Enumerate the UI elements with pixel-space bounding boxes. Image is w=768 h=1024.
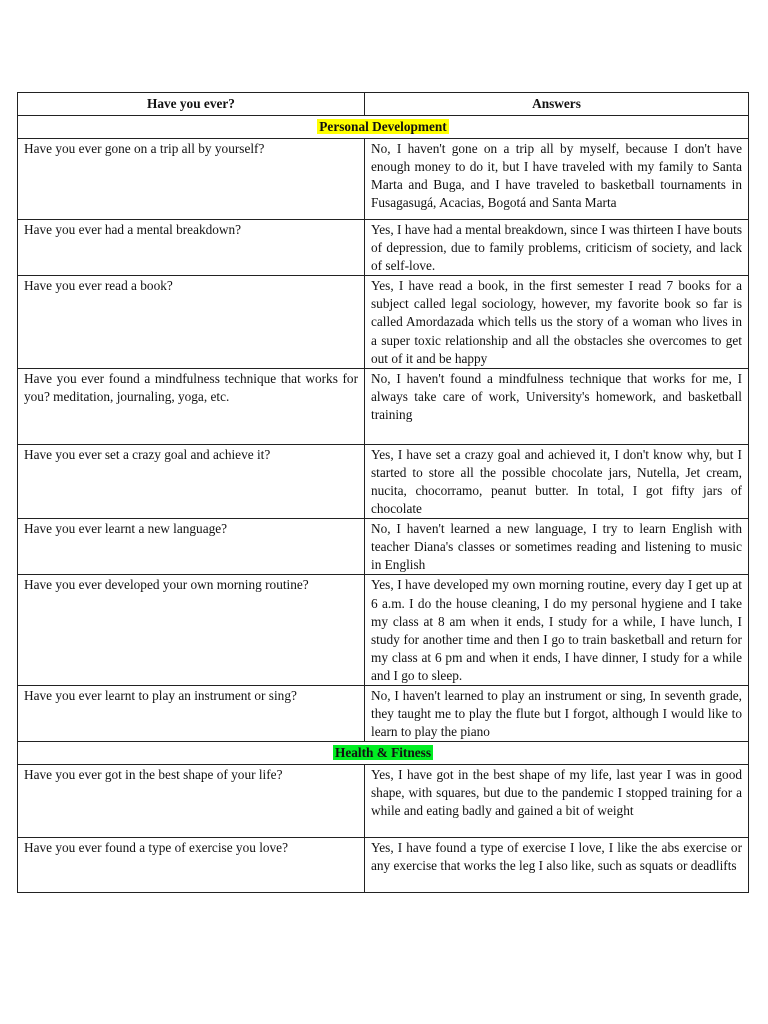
section-cell-health bbox=[18, 742, 749, 765]
table-header-row bbox=[18, 93, 749, 116]
section-title-personal: Personal Development bbox=[319, 118, 447, 134]
answer-cell: No, I haven't gone on a trip all by myself, because I don't have enough money to do it, but I have traveled with my family to Santa Marta and Buga, and I have traveled to basketball tournaments in Fusagasugá, Acacias, Bogotá and Santa Marta bbox=[365, 139, 749, 220]
answer-cell: Yes, I have found a type of exercise I love, I like the abs exercise or any exercise that works the leg I also like, such as squats or deadlifts bbox=[365, 838, 749, 893]
answer-cell: No, I haven't learned to play an instrument or sing, In seventh grade, they taught me to play the flute but I forgot, although I would like to learn to play the piano bbox=[365, 685, 749, 741]
questions-table bbox=[17, 92, 749, 893]
table-row bbox=[18, 575, 749, 686]
question-cell: Have you ever developed your own morning routine? bbox=[18, 575, 365, 686]
header-answers: Answers bbox=[365, 93, 749, 116]
section-row-health bbox=[18, 742, 749, 765]
answer-cell: Yes, I have got in the best shape of my life, last year I was in good shape, with squares, but due to the pandemic I stopped training for a while and eating badly and gained a bit of weight bbox=[365, 765, 749, 838]
table-row bbox=[18, 765, 749, 838]
table-row bbox=[18, 276, 749, 368]
question-cell: Have you ever found a mindfulness technique that works for you? meditation, journaling, yoga, etc. bbox=[18, 368, 365, 444]
question-cell: Have you ever set a crazy goal and achieve it? bbox=[18, 444, 365, 518]
section-cell-personal bbox=[18, 116, 749, 139]
question-cell: Have you ever learnt a new language? bbox=[18, 519, 365, 575]
table-row bbox=[18, 519, 749, 575]
document-page bbox=[17, 92, 748, 893]
table-row bbox=[18, 139, 749, 220]
table-row bbox=[18, 368, 749, 444]
question-cell: Have you ever got in the best shape of your life? bbox=[18, 765, 365, 838]
section-row-personal bbox=[18, 116, 749, 139]
header-question: Have you ever? bbox=[18, 93, 365, 116]
answer-cell: No, I haven't found a mindfulness technique that works for me, I always take care of work, University's homework, and basketball training bbox=[365, 368, 749, 444]
answer-cell: Yes, I have developed my own morning routine, every day I get up at 6 a.m. I do the house cleaning, I do my personal hygiene and I take my class at 8 am when it ends, I study for a while, I have lunch, I study for another time and then I go to train basketball and return for my class at 6 pm and when it ends, I have dinner, I study for a while and I go to sleep. bbox=[365, 575, 749, 686]
answer-cell: Yes, I have had a mental breakdown, since I was thirteen I have bouts of depression, due to family problems, criticism of society, and lack of self-love. bbox=[365, 220, 749, 276]
question-cell: Have you ever read a book? bbox=[18, 276, 365, 368]
question-cell: Have you ever had a mental breakdown? bbox=[18, 220, 365, 276]
answer-cell: Yes, I have read a book, in the first semester I read 7 books for a subject called legal sociology, however, my favorite book so far is called Amordazada which tells us the story of a woman who lives in a super toxic relationship and all the obstacles she overcomes to get out of it and be happy bbox=[365, 276, 749, 368]
answer-cell: Yes, I have set a crazy goal and achieved it, I don't know why, but I started to store all the possible chocolate jars, Nutella, Jet cream, nucita, chocorramo, peanut butter. In total, I got fifty jars of chocolate bbox=[365, 444, 749, 518]
table-row bbox=[18, 685, 749, 741]
question-cell: Have you ever learnt to play an instrument or sing? bbox=[18, 685, 365, 741]
table-row bbox=[18, 444, 749, 518]
table-row bbox=[18, 220, 749, 276]
answer-cell: No, I haven't learned a new language, I try to learn English with teacher Diana's classes or sometimes reading and listening to music in English bbox=[365, 519, 749, 575]
question-cell: Have you ever gone on a trip all by yourself? bbox=[18, 139, 365, 220]
table-row bbox=[18, 838, 749, 893]
section-title-health: Health & Fitness bbox=[334, 745, 432, 761]
question-cell: Have you ever found a type of exercise you love? bbox=[18, 838, 365, 893]
